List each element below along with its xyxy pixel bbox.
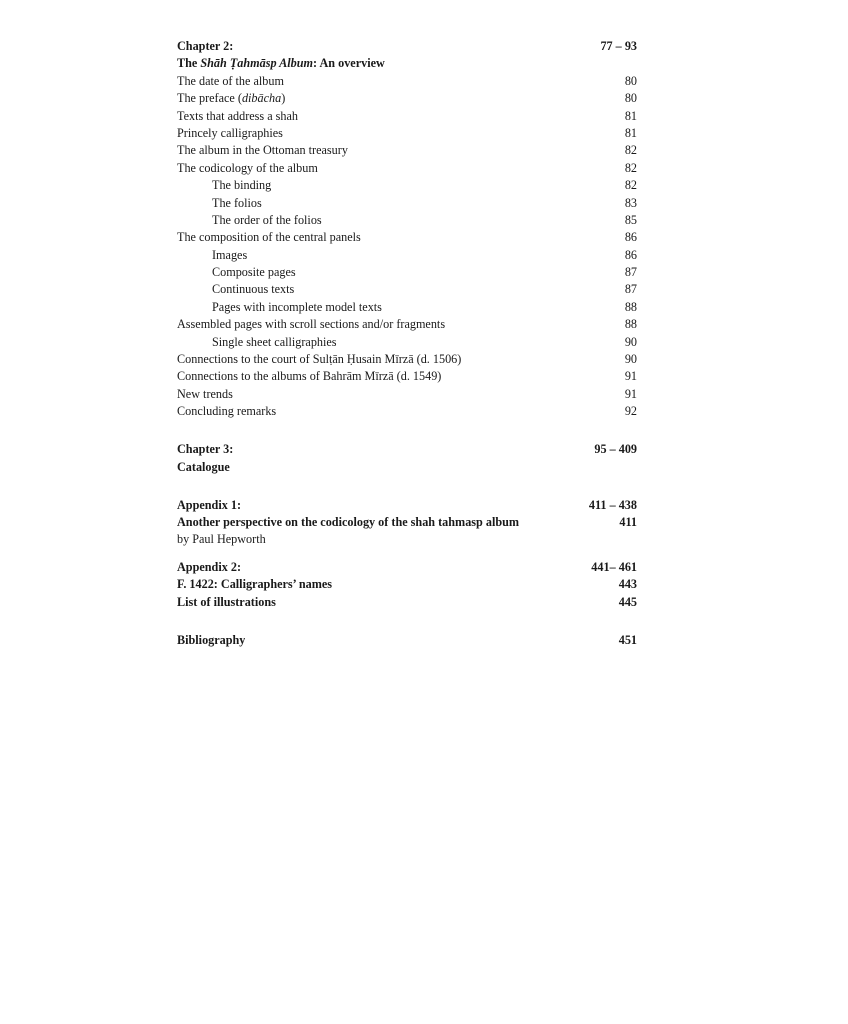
toc-entry-label: Connections to the court of Sulṭān Ḥusain Mīrzā (d. 1506) [177,352,462,367]
toc-entry-page: 81 [624,125,637,140]
toc-subentry [177,195,637,212]
chapter-3-title: Catalogue [177,459,230,474]
appendix-1-title-page: 411 [619,514,637,529]
chapter-2-title-italic: Shāh Ṭahmāsp Album [200,56,314,71]
toc-entry-page: 82 [624,178,637,193]
chapter-3-title-row [177,459,637,476]
chapter-2-title-row [177,55,637,72]
chapter-3-page-range: 95 – 409 [594,442,637,457]
toc-entry [177,351,637,368]
toc-entry-page: 87 [624,265,637,280]
toc-subentry [177,264,637,281]
appendix-1-heading: Appendix 1: [177,497,242,512]
bibliography-page: 451 [618,632,637,647]
toc-entry-label: Connections to the albums of Bahrām Mīrzā (d. 1549) [177,369,442,384]
toc-entry-page: 91 [624,386,637,401]
toc-entry [177,386,637,403]
appendix-2-heading-row [177,559,637,576]
toc-entry-page: 86 [624,247,637,262]
toc-subentry [177,177,637,194]
toc-entry-label: The order of the folios [212,212,322,227]
toc-entry-label: Images [212,247,248,262]
toc-entry-label: Texts that address a shah [177,108,298,123]
toc-entry [177,403,637,420]
toc-subentry [177,212,637,229]
chapter-2-title-suffix: : An overview [313,56,385,71]
toc-subentry [177,299,637,316]
toc-entry [177,90,637,107]
appendix-1-title-row [177,514,637,531]
toc-entry-page: 85 [624,212,637,227]
toc-entry-label [177,90,285,107]
toc-entry [177,160,637,177]
toc-entry-page: 80 [624,91,637,106]
chapter-2-page-range: 77 – 93 [600,39,637,53]
toc-entry-label: Single sheet calligraphies [212,334,337,349]
appendix-2-page-range: 441– 461 [591,559,637,574]
toc-entry-label-italic: dibācha [241,91,282,106]
toc-entry [177,229,637,246]
toc-entry-label: The binding [212,178,272,193]
toc-entry-label: The codicology of the album [177,160,318,175]
toc-entry-label-suffix: ) [281,91,286,106]
toc-entry [177,316,637,333]
chapter-2-title [177,55,385,72]
table-of-contents [177,38,637,649]
toc-entry-label: The date of the album [177,73,284,88]
bibliography-label: Bibliography [177,632,246,647]
toc-entry [177,108,637,125]
toc-entry-page: 90 [624,334,637,349]
chapter-3-heading-row [177,441,637,458]
appendix-2-heading: Appendix 2: [177,559,242,574]
chapter-2-heading: Chapter 2: [177,39,234,53]
toc-entry-page: 80 [624,73,637,88]
toc-entry-label-prefix: The preface ( [177,91,242,106]
toc-subentry [177,334,637,351]
toc-entry-label: Assembled pages with scroll sections and/or fragments [177,317,446,332]
appendix-1-page-range: 411 – 438 [588,497,637,512]
toc-entry-page: 87 [624,282,637,297]
toc-entry-page: 91 [624,369,637,384]
appendix-1-byline: by Paul Hepworth [177,532,266,547]
toc-entry [177,125,637,142]
toc-entry-page: 88 [624,317,637,332]
toc-entry-label: The composition of the central panels [177,230,361,245]
chapter-2-heading-row [177,38,637,55]
toc-entry [177,594,637,611]
toc-entry-page: 92 [624,404,637,419]
toc-entry-label: Pages with incomplete model texts [212,299,382,314]
toc-entry-page: 82 [624,143,637,158]
toc-entry-label: The folios [212,195,262,210]
appendix-1-heading-row [177,497,637,514]
toc-entry-label: List of illustrations [177,594,276,609]
toc-subentry [177,281,637,298]
toc-entry-label: Princely calligraphies [177,125,283,140]
toc-entry-page: 90 [624,352,637,367]
toc-entry-label: Composite pages [212,265,296,280]
toc-entry-page: 81 [624,108,637,123]
appendix-1-byline-row [177,531,637,548]
toc-entry-page: 445 [618,594,637,609]
toc-entry-label: New trends [177,386,233,401]
toc-entry-page: 88 [624,299,637,314]
toc-entry [177,142,637,159]
toc-entry-label: The album in the Ottoman treasury [177,143,348,158]
chapter-3-heading: Chapter 3: [177,442,234,457]
toc-entry-page: 83 [624,195,637,210]
toc-entry [177,368,637,385]
bibliography-row [177,632,637,649]
toc-subentry [177,247,637,264]
toc-entry [177,73,637,90]
toc-entry-label: F. 1422: Calligraphers’ names [177,577,333,592]
toc-entry-page: 82 [624,160,637,175]
toc-entry [177,576,637,593]
toc-entry-label: Concluding remarks [177,404,277,419]
toc-entry-page: 86 [624,230,637,245]
toc-entry-page: 443 [618,577,637,592]
chapter-2-title-prefix: The [177,56,201,71]
toc-entry-label: Continuous texts [212,282,295,297]
appendix-1-title: Another perspective on the codicology of the shah tahmasp album [177,514,520,529]
